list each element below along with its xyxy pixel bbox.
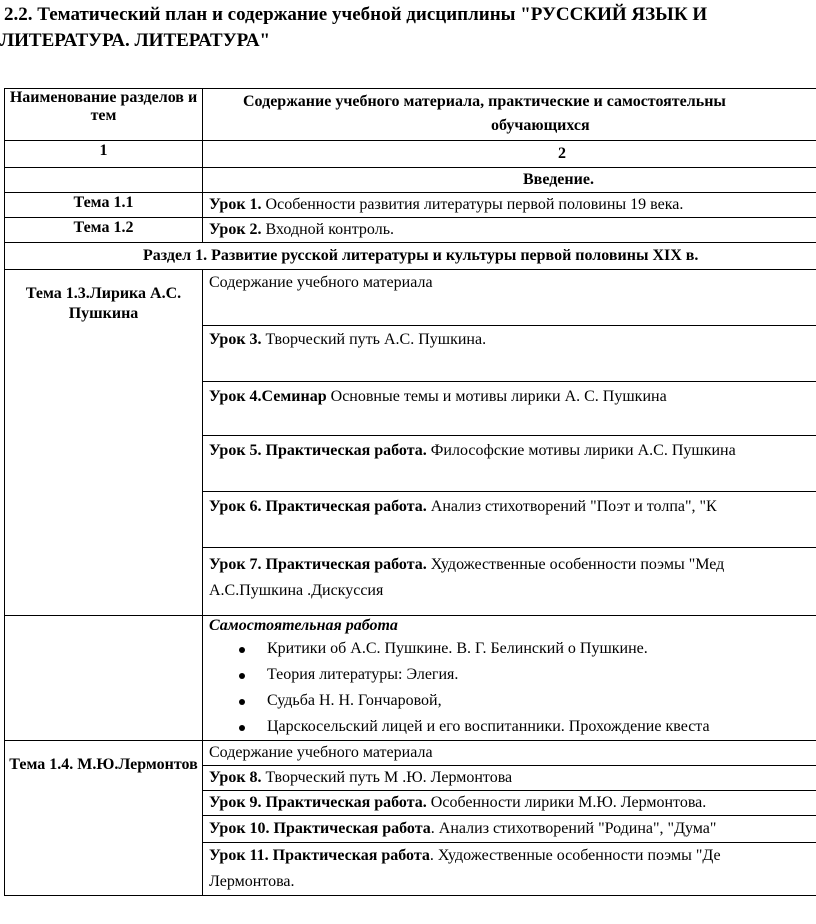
lesson-text-line2: А.С.Пушкина .Дискуссия	[209, 582, 384, 599]
section-row	[5, 243, 816, 270]
lesson-2-cell	[203, 218, 816, 243]
self-work-title: Самостоятельная работа	[209, 617, 398, 634]
table-row	[5, 218, 816, 243]
lesson-number: Урок 5. Практическая работа.	[209, 442, 427, 459]
lesson-5-cell	[203, 436, 816, 492]
lesson-text: Творческий путь А.С. Пушкина.	[261, 331, 487, 348]
list-item	[209, 636, 816, 662]
bullet-icon	[239, 647, 245, 653]
lesson-text: Анализ стихотворений "Поэт и толпа", "К	[426, 498, 717, 515]
table-row	[5, 741, 816, 766]
col1-header: Наименование разделов и тем	[5, 89, 203, 141]
title-line-2: ЛИТЕРАТУРА. ЛИТЕРАТУРА"	[0, 30, 271, 51]
list-item-text: Судьба Н. Н. Гончаровой,	[267, 692, 442, 709]
intro-empty-cell	[5, 168, 203, 193]
intro-label: Введение.	[203, 168, 816, 193]
lesson-number: Урок 3.	[209, 331, 262, 348]
lesson-7-cell	[203, 548, 816, 616]
lesson-1-cell	[203, 193, 816, 218]
bullet-icon	[239, 699, 245, 705]
thematic-plan-table	[4, 88, 816, 896]
col2-header-line1: Содержание учебного материала, практические и самостоятельны	[243, 93, 726, 110]
list-item-text: Критики об А.С. Пушкине. В. Г. Белинский о Пушкине.	[267, 640, 648, 657]
lesson-text: Философские мотивы лирики А.С. Пушкина	[426, 442, 736, 459]
self-work-empty-cell	[5, 616, 203, 741]
lesson-number: Урок 4.Семинар	[209, 388, 327, 405]
lesson-text: . Анализ стихотворений "Родина", "Дума"	[430, 820, 717, 837]
lesson-text: Творческий путь М .Ю. Лермонтова	[261, 769, 513, 786]
list-item-text: Теория литературы: Элегия.	[267, 666, 459, 683]
lesson-6-cell	[203, 492, 816, 548]
lesson-number: Урок 2.	[209, 221, 262, 238]
list-item	[209, 688, 816, 714]
lesson-number: Урок 1.	[209, 196, 262, 213]
list-item	[209, 662, 816, 688]
topic-1-1: Тема 1.1	[5, 193, 203, 218]
lesson-4-cell	[203, 382, 816, 436]
lesson-9-cell	[203, 791, 816, 816]
lesson-number: Урок 7. Практическая работа.	[209, 556, 427, 573]
lesson-text: . Художественные особенности поэмы "Де	[429, 847, 721, 864]
content-label-cell: Содержание учебного материала	[203, 270, 816, 326]
table-header-row	[5, 89, 816, 141]
bullet-icon	[239, 673, 245, 679]
bullet-icon	[239, 725, 245, 731]
col1-number: 1	[5, 141, 203, 168]
title-line-1: 2.2. Тематический план и содержание учебной дисциплины "РУССКИЙ ЯЗЫК И	[4, 4, 708, 25]
lesson-text: Особенности лирики М.Ю. Лермонтова.	[426, 794, 707, 811]
topic-1-4: Тема 1.4. М.Ю.Лермонтов	[5, 741, 203, 896]
table-row	[5, 193, 816, 218]
lesson-number: Урок 11. Практическая работа	[209, 847, 430, 864]
lesson-number: Урок 10. Практическая работа	[209, 820, 431, 837]
col2-header	[203, 89, 816, 141]
list-item	[209, 714, 816, 740]
section-1-title: Раздел 1. Развитие русской литературы и культуры первой половины XIX в.	[5, 243, 816, 270]
list-item-text: Царскосельский лицей и его воспитанники. Прохождение квеста	[267, 718, 710, 735]
topic-1-3: Тема 1.3.Лирика А.С. Пушкина	[5, 270, 203, 616]
col2-number: 2	[203, 141, 816, 168]
lesson-text: Художественные особенности поэмы "Мед	[426, 556, 725, 573]
intro-row	[5, 168, 816, 193]
topic-1-2: Тема 1.2	[5, 218, 203, 243]
column-numbers-row	[5, 141, 816, 168]
lesson-3-cell	[203, 326, 816, 382]
content-label-cell: Содержание учебного материала	[203, 741, 816, 766]
self-work-row	[5, 616, 816, 741]
self-work-list	[209, 636, 816, 740]
lesson-8-cell	[203, 766, 816, 791]
lesson-10-cell	[203, 816, 816, 843]
lesson-number: Урок 6. Практическая работа.	[209, 498, 427, 515]
lesson-text-line2: Лермонтова.	[209, 873, 295, 890]
lesson-number: Урок 9. Практическая работа.	[209, 794, 427, 811]
lesson-number: Урок 8.	[209, 769, 262, 786]
lesson-text: Основные темы и мотивы лирики А. С. Пушкина	[326, 388, 667, 405]
lesson-11-cell	[203, 843, 816, 896]
self-work-cell	[203, 616, 816, 741]
document-title	[0, 2, 816, 54]
table-row	[5, 270, 816, 326]
lesson-text: Входной контроль.	[261, 221, 394, 238]
lesson-text: Особенности развития литературы первой половины 19 века.	[261, 196, 684, 213]
col2-header-line2: обучающихся	[491, 117, 590, 134]
